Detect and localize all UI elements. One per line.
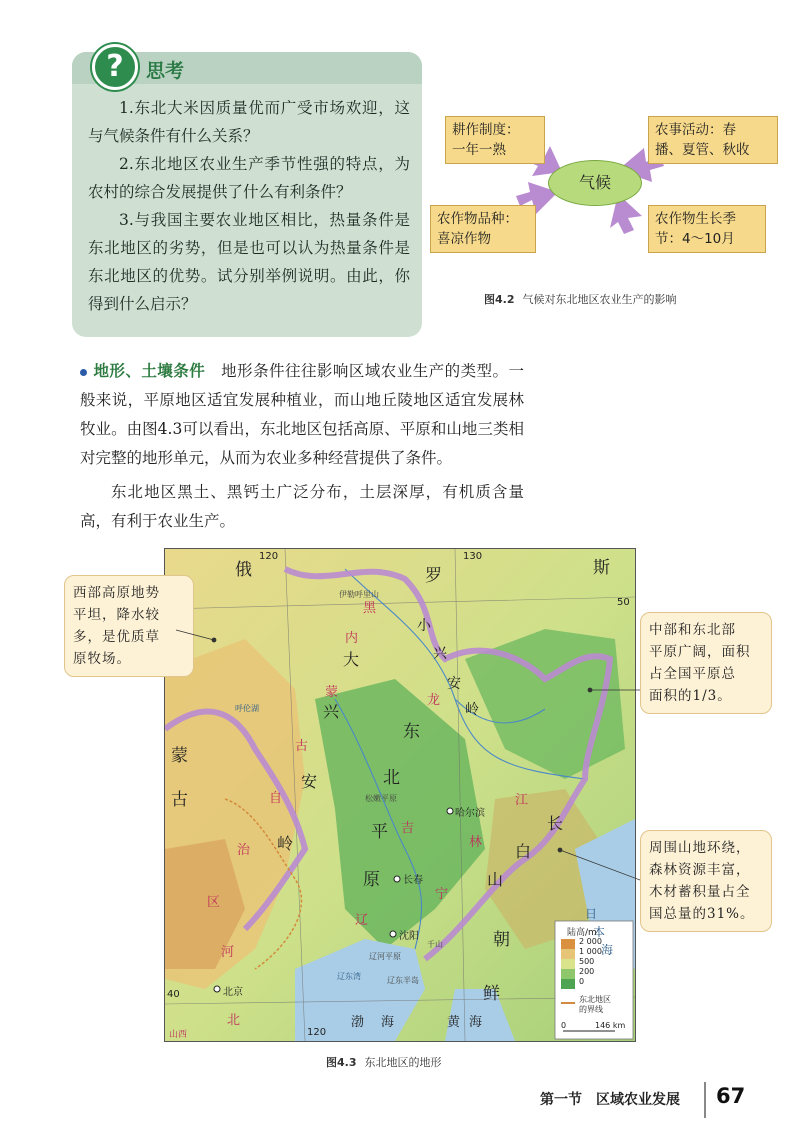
box-tillage-line1: 耕作制度： <box>452 122 520 138</box>
legend-boundary-line1: 东北地区 <box>579 995 611 1004</box>
label-ping: 平 <box>371 822 388 842</box>
callout-south-line1: 周围山地环绕， <box>649 840 751 856</box>
label-yuan: 原 <box>363 870 380 890</box>
label-jiang: 江 <box>515 793 529 808</box>
label-lin: 林 <box>469 835 483 850</box>
label-zi: 自 <box>269 791 283 806</box>
label-shan: 山 <box>487 870 504 889</box>
label-mongolia-2: 古 <box>171 790 188 810</box>
label-russia-1: 俄 <box>235 560 252 580</box>
label-ling-1: 岭 <box>277 834 294 853</box>
label-bo: 渤 <box>351 1015 365 1030</box>
figure-4-2-text: 气候对东北地区农业生产的影响 <box>522 293 677 306</box>
page-number: 67 <box>716 1084 746 1108</box>
footer-divider <box>704 1082 706 1118</box>
callout-west-line3: 多，是优质草 <box>73 629 160 645</box>
soil-paragraph: 东北地区黑土、黑钙土广泛分布，土层深厚，有机质含量高，有利于农业生产。 <box>80 483 524 530</box>
label-qianshan: 千山 <box>427 940 443 949</box>
label-bai: 白 <box>515 842 532 861</box>
label-bei-province: 北 <box>227 1013 241 1028</box>
label-an-1: 安 <box>301 772 318 791</box>
label-liaohe-plain: 辽河平原 <box>369 952 401 961</box>
label-russia-3: 斯 <box>593 558 610 578</box>
label-da: 大 <box>343 650 360 669</box>
terrain-paragraph-text: 地形条件往往影响区域农业生产的类型。一般来说，平原地区适宜发展种植业，而山地丘陵地区适宜发展林牧业。由图4.3可以看出，东北地区包括高原、平原和山地三类相对完整的地形单元，从而为农业多种经营提供了条件。 <box>80 362 524 467</box>
lon-label-120-bottom: 120 <box>307 1027 327 1038</box>
label-nei: 内 <box>345 631 359 646</box>
scale-start: 0 <box>561 1021 567 1030</box>
box-farm-activity-line2: 播、夏管、秋收 <box>655 142 750 158</box>
box-growing-season-line1: 农作物生长季 <box>655 211 736 227</box>
city-shenyang: 沈阳 <box>399 931 419 942</box>
callout-east-line1: 中部和东北部 <box>649 622 736 638</box>
callout-south-line3: 木材蓄积量占全 <box>649 884 751 900</box>
climate-center: 气候 <box>548 160 642 206</box>
box-tillage-line2: 一年一熟 <box>452 142 506 158</box>
legend-level-1000: 1 000 <box>579 947 602 956</box>
callout-west-line4: 原牧场。 <box>73 651 131 667</box>
label-ji: 吉 <box>401 821 415 836</box>
footer-section-title: 第一节 区域农业发展 <box>540 1092 680 1108</box>
figure-4-2-number: 图4.2 <box>484 293 515 306</box>
label-shanxi: 山西 <box>169 1030 188 1040</box>
think-question-3: 3.与我国主要农业地区相比，热量条件是东北地区的劣势，但是也可以认为热量条件是东北地区的优势。试分别举例说明。由此，你得到什么启示？ <box>88 211 410 313</box>
callout-west-line1: 西部高原地势 <box>73 585 160 601</box>
label-hei: 黑 <box>363 601 377 616</box>
label-ben: 本 <box>593 925 606 939</box>
label-russia-2: 罗 <box>425 566 442 586</box>
box-farm-activity-line1: 农事活动：春 <box>655 122 736 138</box>
label-songnen-plain: 松嫩平原 <box>365 794 397 803</box>
city-changchun: 长春 <box>403 875 423 886</box>
legend-level-200: 200 <box>579 967 595 976</box>
figure-4-3-caption <box>326 1054 442 1070</box>
legend-title: 陆高/m <box>567 928 597 938</box>
callout-east-line2: 平原广阔，面积 <box>649 644 751 660</box>
think-question-1: 1.东北大米因质量优而广受市场欢迎，这与气候条件有什么关系？ <box>88 99 410 145</box>
label-zhi: 治 <box>237 843 251 858</box>
label-liaodong-peninsula: 辽东半岛 <box>387 976 419 985</box>
label-hai-1: 海 <box>381 1015 395 1030</box>
callout-east-line4: 面积的1/3。 <box>649 688 732 704</box>
city-harbin: 哈尔滨 <box>455 808 485 819</box>
label-ling-2: 岭 <box>465 702 479 718</box>
scale-end: 146 km <box>595 1021 626 1030</box>
legend-boundary-line2: 的界线 <box>579 1005 603 1014</box>
callout-south-line2: 森林资源丰富， <box>649 862 751 878</box>
lat-label-40: 40 <box>167 989 180 1000</box>
label-xing-2: 兴 <box>433 646 447 662</box>
label-gu: 古 <box>295 739 309 754</box>
callout-west-line2: 平坦，降水较 <box>73 607 160 623</box>
question-icon: ? <box>92 44 138 90</box>
legend-level-500: 500 <box>579 957 595 966</box>
label-huang: 黄 <box>447 1015 461 1030</box>
think-question-2: 2.东北地区农业生产季节性强的特点，为农村的综合发展提供了什么有利条件？ <box>88 155 410 201</box>
label-liao: 辽 <box>355 913 369 928</box>
section-heading: 地形、土壤条件 <box>93 361 206 380</box>
think-title: 思考 <box>146 60 185 82</box>
box-crop-variety-line1: 农作物品种： <box>437 211 518 227</box>
lon-label-120-top: 120 <box>259 551 279 562</box>
callout-east-line3: 占全国平原总 <box>649 666 736 682</box>
figure-4-3-number: 图4.3 <box>326 1056 357 1069</box>
label-hai-2: 海 <box>469 1015 483 1030</box>
label-bei: 北 <box>383 768 400 788</box>
lat-label-50: 50 <box>617 597 630 608</box>
label-qu: 区 <box>207 895 221 910</box>
city-beijing: 北京 <box>223 987 243 998</box>
lon-label-130: 130 <box>463 551 483 562</box>
box-crop-variety-line2: 喜凉作物 <box>437 231 491 247</box>
label-an-2: 安 <box>447 676 461 692</box>
label-mongolia-1: 蒙 <box>171 746 188 766</box>
label-long: 龙 <box>427 693 441 708</box>
figure-4-3-text: 东北地区的地形 <box>364 1056 442 1069</box>
label-hai-3: 海 <box>601 943 614 957</box>
label-yilehuli: 伊勒呼里山 <box>339 590 379 599</box>
label-xian: 鲜 <box>483 984 500 1004</box>
label-xing-1: 兴 <box>323 702 340 721</box>
box-growing-season-line2: 节：4～10月 <box>655 231 735 247</box>
label-ri: 日 <box>585 907 598 921</box>
legend-level-0: 0 <box>579 977 585 986</box>
label-he: 河 <box>221 945 235 960</box>
label-chao: 朝 <box>493 930 510 950</box>
label-xiao: 小 <box>417 618 431 634</box>
callout-south-line4: 国总量的31%。 <box>649 906 755 922</box>
legend-level-2000: 2 000 <box>579 937 602 946</box>
label-ning: 宁 <box>435 887 449 902</box>
label-chang: 长 <box>547 814 564 833</box>
label-meng: 蒙 <box>325 685 339 700</box>
label-liaodong-bay: 辽东湾 <box>337 972 361 981</box>
label-dong: 东 <box>403 722 420 742</box>
label-hulun-lake: 呼伦湖 <box>235 704 259 713</box>
